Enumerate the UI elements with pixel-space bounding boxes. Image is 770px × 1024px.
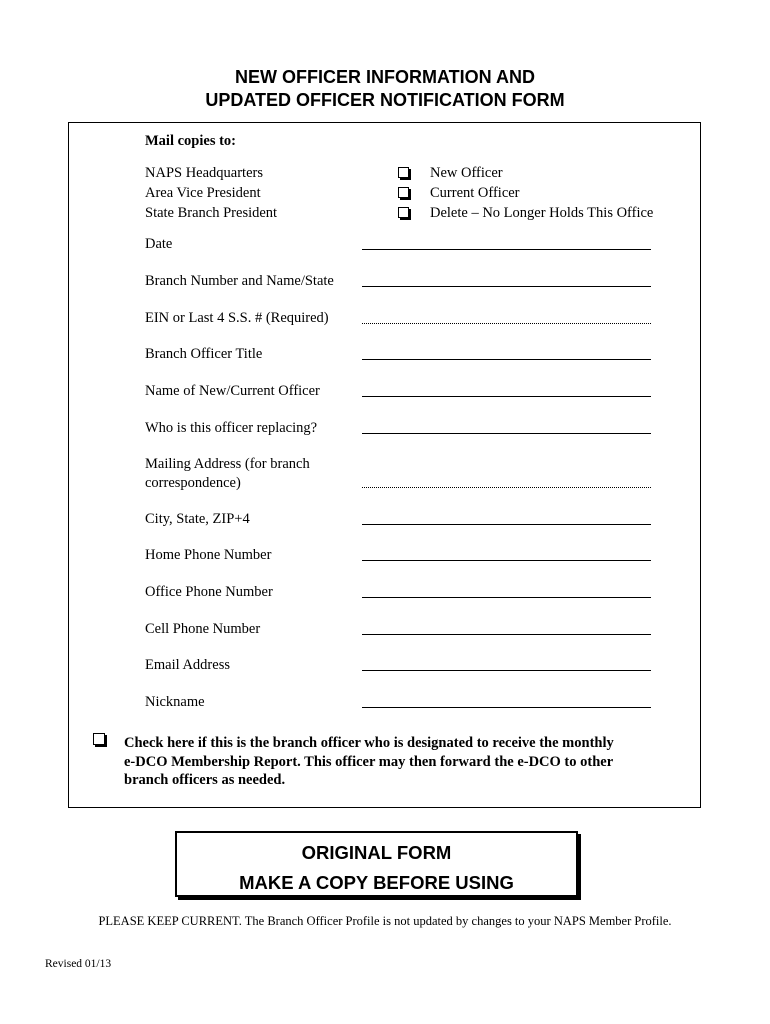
replacing-officer-label: Who is this officer replacing?	[145, 420, 318, 436]
delete-officer-label: Delete – No Longer Holds This Office	[430, 205, 654, 221]
email-address-label: Email Address	[145, 657, 230, 673]
delete-officer-checkbox[interactable]	[398, 207, 409, 218]
new-officer-label: New Officer	[430, 165, 503, 181]
current-officer-label: Current Officer	[430, 185, 520, 201]
recipient-state-branch-president: State Branch President	[145, 205, 278, 221]
edco-designation-line2: e-DCO Membership Report. This officer may then forward the e-DCO to other	[124, 753, 614, 770]
branch-officer-title-label: Branch Officer Title	[145, 346, 263, 362]
current-officer-checkbox[interactable]	[398, 187, 409, 198]
mailing-address-input-line[interactable]	[362, 487, 651, 488]
home-phone-label: Home Phone Number	[145, 547, 272, 563]
form-title-line1: NEW OFFICER INFORMATION AND	[235, 67, 535, 87]
original-form-banner	[175, 831, 578, 897]
nickname-input-line[interactable]	[362, 707, 651, 708]
cell-phone-label: Cell Phone Number	[145, 621, 261, 637]
recipient-naps-hq: NAPS Headquarters	[145, 165, 263, 181]
email-address-input-line[interactable]	[362, 670, 651, 671]
keep-current-notice: PLEASE KEEP CURRENT. The Branch Officer Profile is not updated by changes to your NAPS Member Profile.	[98, 914, 672, 928]
banner-line1: ORIGINAL FORM	[301, 842, 452, 863]
mailing-address-label-line1: Mailing Address (for branch	[145, 456, 310, 472]
ein-ssn-input-line[interactable]	[362, 323, 651, 324]
officer-name-label: Name of New/Current Officer	[145, 383, 320, 399]
ein-ssn-label: EIN or Last 4 S.S. # (Required)	[145, 310, 329, 326]
replacing-officer-input-line[interactable]	[362, 433, 651, 434]
edco-designation-text	[124, 734, 664, 790]
branch-number-name-label: Branch Number and Name/State	[145, 273, 334, 289]
home-phone-input-line[interactable]	[362, 560, 651, 561]
city-state-zip-input-line[interactable]	[362, 524, 651, 525]
office-phone-label: Office Phone Number	[145, 584, 273, 600]
date-input-line[interactable]	[362, 249, 651, 250]
form-title	[0, 66, 770, 112]
mail-copies-label: Mail copies to:	[145, 133, 237, 149]
banner-line2: MAKE A COPY BEFORE USING	[239, 872, 514, 893]
cell-phone-input-line[interactable]	[362, 634, 651, 635]
edco-designation-checkbox[interactable]	[93, 733, 105, 745]
branch-number-name-input-line[interactable]	[362, 286, 651, 287]
office-phone-input-line[interactable]	[362, 597, 651, 598]
revision-date: Revised 01/13	[45, 958, 112, 970]
edco-designation-line1: Check here if this is the branch officer who is designated to receive the monthly	[124, 735, 614, 751]
city-state-zip-label: City, State, ZIP+4	[145, 511, 250, 527]
recipient-area-vp: Area Vice President	[145, 185, 261, 201]
nickname-label: Nickname	[145, 694, 205, 710]
new-officer-checkbox[interactable]	[398, 167, 409, 178]
edco-designation-line3: branch officers as needed.	[124, 772, 286, 788]
officer-name-input-line[interactable]	[362, 396, 651, 397]
date-label: Date	[145, 236, 173, 252]
form-title-line2: UPDATED OFFICER NOTIFICATION FORM	[205, 90, 565, 110]
mailing-address-label-line2: correspondence)	[145, 475, 241, 491]
branch-officer-title-input-line[interactable]	[362, 359, 651, 360]
